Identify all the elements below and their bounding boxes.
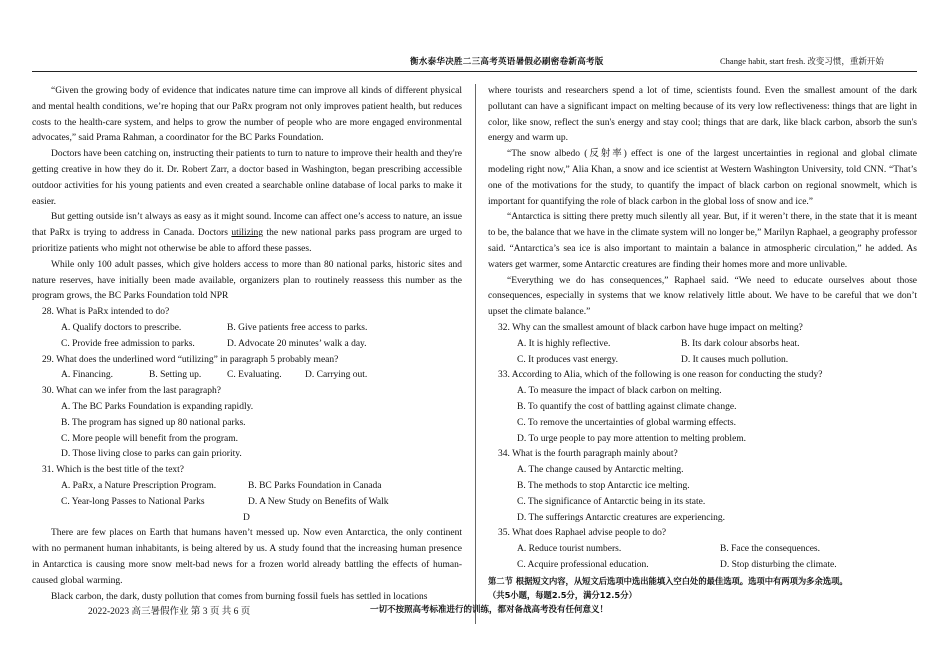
option-b: B. Its dark colour absorbs heat. — [681, 338, 800, 349]
left-column — [32, 84, 462, 605]
option-a: A. Qualify doctors to prescribe. — [61, 322, 182, 333]
option-d: D. Stop disturbing the climate. — [720, 559, 837, 570]
option-b: B. The methods to stop Antarctic ice melting. — [517, 480, 690, 491]
passage-paragraph: where tourists and researchers spend a lot of time, scientists found. Even the smallest amount of the dark pollutant can have a significant impact on melting because of its very low reflectiveness: things that are light in color, like snow, reflect the sun's energy and stay cool; things that are dark, like black carbon, absorb the sun's energy and warm up. — [488, 86, 917, 144]
question-33: 33. According to Alia, which of the following is one reason for conducting the study? — [498, 370, 823, 381]
option-d: D. Advocate 20 minutes’ walk a day. — [227, 338, 367, 349]
options-row — [32, 337, 462, 353]
option-c: C. Acquire professional education. — [517, 559, 649, 570]
option-c: C. To remove the uncertainties of global warming effects. — [517, 417, 737, 428]
option-a: A. Financing. — [61, 370, 113, 381]
option-b: B. BC Parks Foundation in Canada — [248, 480, 382, 491]
right-column — [488, 84, 917, 602]
option-d: D. The sufferings Antarctic creatures are experiencing. — [517, 512, 726, 523]
question-30: 30. What can we infer from the last paragraph? — [42, 386, 221, 397]
passage-paragraph: “The snow albedo (反射率) effect is one of the largest uncertainties in regional and global climate modeling right now,” Alia Khan, a snow and ice scientist at Western Washington University, told CNN. “That’s one of the motivations for the study, to quantify the impact of black carbon on regional snowmelt, which is important for quantifying the role of black carbon in the global loss of snow and ice.” — [488, 149, 917, 207]
option-c: C. More people will benefit from the program. — [61, 433, 239, 444]
column-divider — [475, 84, 476, 624]
option-a: A. PaRx, a Nature Prescription Program. — [61, 480, 217, 491]
option-b: B. Face the consequences. — [720, 544, 820, 555]
option-d: D. To urge people to pay more attention to melting problem. — [517, 433, 747, 444]
options-row — [32, 368, 462, 384]
options-row — [488, 542, 917, 558]
question-32: 32. Why can the smallest amount of black carbon have huge impact on melting? — [498, 322, 803, 333]
option-d: D. It causes much pollution. — [681, 354, 789, 365]
passage-paragraph: Doctors have been catching on, instructing their patients to turn to nature to improve their health and they're getting creative in how they do it. Dr. Robert Zarr, a doctor based in Washington, began prescribing accessible outdoor activities for his young patients and even created a searchable online database of local parks to make it easier. — [32, 149, 462, 207]
passage-paragraph: “Given the growing body of evidence that indicates nature time can improve all kinds of different physical and mental health conditions, we’re hoping that our PaRx program not only improves patient health, but reduces costs to the health-care system, and helps to grow the number of people who are more engaged environmental advocates,” said Prama Rahman, a coordinator for the BC Parks Foundation. — [32, 86, 462, 144]
options-row — [32, 321, 462, 337]
passage-paragraph: Black carbon, the dark, dusty pollution that comes from burning fossil fuels has settled in locations — [51, 591, 428, 602]
passage-paragraph — [32, 210, 462, 257]
passage-paragraph: “Antarctica is sitting there pretty much silently all year. But, if it weren’t there, in the state that it is meant to be, the balance that we have in the climate system will no longer be,” Marilyn Raphael, a geography professor said. “Antarctica’s sea ice is also important to maintain a balance in atmospheric circulation,” he added. As waters get warmer, some Antarctic creatures are finding their homes more and more unlivable. — [488, 212, 917, 270]
question-31: 31. Which is the best title of the text? — [42, 465, 185, 476]
option-a: A. The change caused by Antarctic melting. — [517, 465, 684, 476]
options-row — [488, 337, 917, 353]
header-motto: Change habit, start fresh. 改变习惯，重新开始 — [720, 56, 884, 66]
question-35: 35. What does Raphael advise people to do? — [498, 528, 667, 539]
option-c: C. It produces vast energy. — [517, 354, 619, 365]
option-b: B. To quantify the cost of battling against climate change. — [517, 401, 737, 412]
options-row — [488, 558, 917, 574]
option-d: D. Carrying out. — [305, 370, 368, 381]
question-29: 29. What does the underlined word “utilizing” in paragraph 5 probably mean? — [42, 354, 339, 365]
option-a: A. Reduce tourist numbers. — [517, 544, 622, 555]
paragraph-text: the new national parks pass program are urged to prioritize patients who might not otherwise be able to afford these passes. — [32, 228, 462, 254]
options-row — [32, 479, 462, 495]
footer-slogan: 一切不按照高考标准进行的训练，都对备战高考没有任何意义！ — [370, 605, 609, 615]
option-a: A. To measure the impact of black carbon on melting. — [517, 386, 722, 397]
option-b: B. The program has signed up 80 national parks. — [61, 417, 246, 428]
options-row — [488, 353, 917, 369]
footer-page-info: 2022-2023 高三暑假作业 第 3 页 共 6 页 — [88, 607, 251, 617]
passage-paragraph: While only 100 adult passes, which give holders access to more than 80 national parks, historic sites and nature reserves, have initially been made available, organizers plan to routinely reassess this number as the program grows, the BC Parks Foundation told NPR — [32, 259, 462, 302]
option-c: C. Year-long Passes to National Parks — [61, 496, 205, 507]
question-34: 34. What is the fourth paragraph mainly about? — [498, 449, 678, 460]
question-28: 28. What is PaRx intended to do? — [42, 307, 170, 318]
page-header — [32, 55, 917, 72]
option-a: A. The BC Parks Foundation is expanding rapidly. — [61, 401, 254, 412]
options-row — [32, 495, 462, 511]
option-c: C. Provide free admission to parks. — [61, 338, 195, 349]
option-b: B. Setting up. — [149, 370, 202, 381]
option-c: C. The significance of Antarctic being in its state. — [517, 496, 706, 507]
option-d: D. A New Study on Benefits of Walk — [248, 496, 389, 507]
underlined-word: utilizing — [231, 228, 264, 239]
section-scoring: （共5小题，每题2.5分，满分12.5分） — [488, 589, 637, 600]
option-d: D. Those living close to parks can gain priority. — [61, 449, 242, 460]
paragraph-text: But getting outside isn’t always as easy as it might sound. Income can affect one’s access to nature, an issue that PaRx is trying to address in Canada. Doctors — [32, 212, 462, 239]
section-heading: 第二节 根据短文内容，从短文后选项中选出能填入空白处的最佳选项。选项中有两项为多余选项。 — [488, 575, 848, 586]
option-a: A. It is highly reflective. — [517, 338, 611, 349]
option-c: C. Evaluating. — [227, 370, 282, 381]
passage-paragraph: There are few places on Earth that humans haven’t messed up. Now even Antarctica, the only continent with no permanent human inhabitants, is being altered by us. A study found that the increasing human presence in Antarctica is causing more snow melt-bad news for a frozen world already battling the effects of human-caused global warming. — [32, 528, 462, 586]
stray-mark: D — [243, 512, 250, 523]
option-b: B. Give patients free access to parks. — [227, 322, 368, 333]
passage-paragraph: “Everything we do has consequences,” Raphael said. “We need to educate ourselves about those consequences, especially in systems that we know relatively little about. We have to be careful that we don’t upset the climate balance.” — [488, 275, 917, 318]
header-title: 衡水泰华决胜二三高考英语暑假必刷密卷新高考版 — [410, 57, 604, 67]
